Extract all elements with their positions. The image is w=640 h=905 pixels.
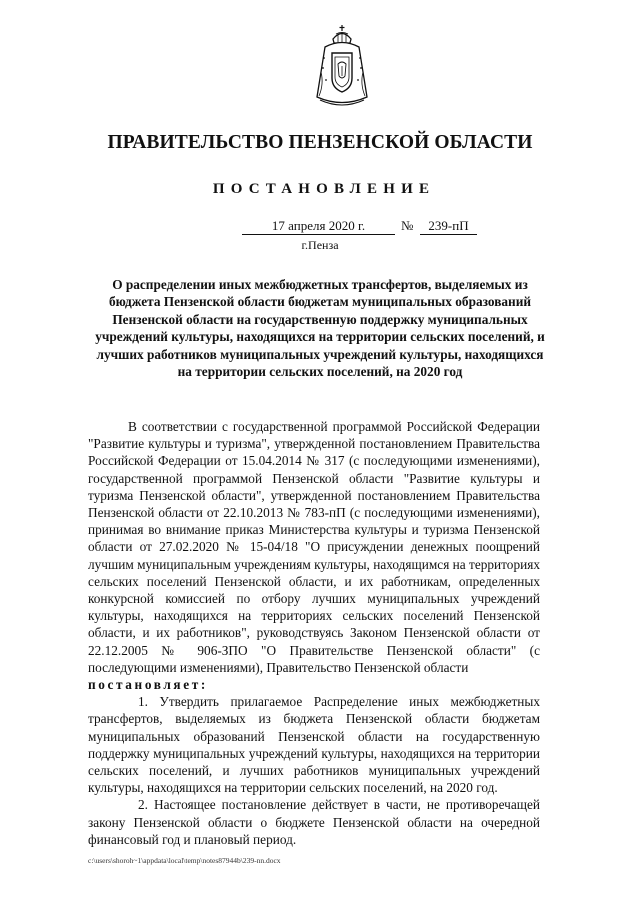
- document-title: О распределении иных межбюджетных трансфертов, выделяемых из бюджета Пензенской области бюджетам муниципальных образований Пензенской области на государственную поддержку муниципальных учреждений культуры, находящихся на территории сельских поселений, и лучших работников муниципальных учреждений культуры, находящихся на территории сельских поселений, на 2020 год: [95, 277, 545, 380]
- resolution-item-2: 2. Настоящее постановление действует в части, не противоречащей закону Пензенской области о бюджете Пензенской области на очередной финансовый год и плановый период.: [88, 797, 540, 847]
- document-date: 17 апреля 2020 г.: [242, 218, 395, 235]
- resolution-item-1: 1. Утвердить прилагаемое Распределение иных межбюджетных трансфертов, выделяемых из бюджета Пензенской области бюджетам муниципальных образований Пензенской области на государственную поддержку муниципальных учреждений культуры, находящихся на территории сельских поселений, и лучших работников муниципальных учреждений культуры, находящихся на территории сельских поселений, на 2020 год.: [88, 694, 540, 796]
- organization-heading: ПРАВИТЕЛЬСТВО ПЕНЗЕНСКОЙ ОБЛАСТИ: [107, 132, 533, 153]
- file-path-footer: c:\users\shoroh~1\appdata\local\temp\notes87944b\239-nn.docx: [88, 856, 281, 865]
- document-city: г.Пенза: [301, 238, 339, 252]
- preamble-paragraph: В соответствии с государственной программой Российской Федерации "Развитие культуры и туризма", утвержденной постановлением Правительства Российской Федерации от 15.04.2014 № 317 (с последующими изменениями), государственной программой Пензенской области "Развитие культуры и туризма Пензенской области", утвержденной постановлением Правительства Пензенской области от 22.10.2013 № 783-пП (с последующими изменениями), принимая во внимание приказ Министерства культуры и туризма Пензенской области от 27.02.2020 № 15-04/18 "О присуждении денежных поощрений лучшим муниципальным учреждениям культуры, находящимся на территориях сельских поселений Пензенской области, и их работникам, определенных конкурсной комиссией по отбору лучших муниципальных учреждений культуры, находящихся на территориях сельских поселений Пензенской области, и их работников", руководствуясь Законом Пензенской области от 22.12.2005 № 906-ЗПО "О Правительстве Пензенской области" (с последующими изменениями), Правительство Пензенской области: [88, 419, 540, 675]
- resolve-word: постановляет:: [88, 677, 208, 693]
- coat-of-arms-icon: [312, 22, 372, 112]
- document-number: 239-пП: [420, 218, 477, 235]
- document-type-heading: ПОСТАНОВЛЕНИЕ: [212, 181, 436, 197]
- number-sign: №: [401, 218, 414, 233]
- document-body: [88, 418, 540, 848]
